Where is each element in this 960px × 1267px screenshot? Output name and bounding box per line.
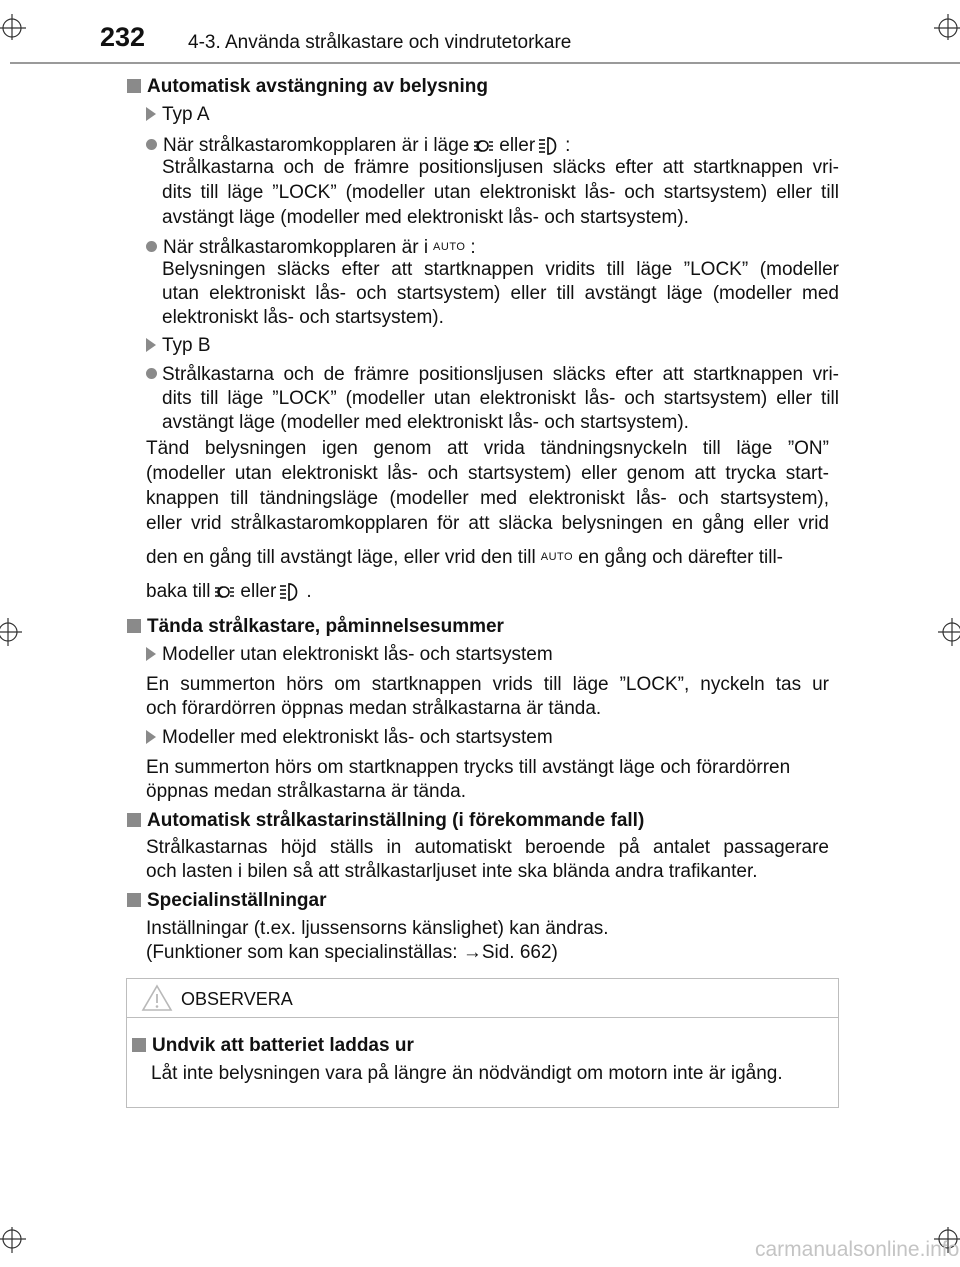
position-light-icon [214,583,236,601]
square-bullet-icon [127,893,141,907]
bullet-b-line: avstängt läge (modeller med elektroniskt lås- och startsystem). [162,412,689,433]
heading-reminder-buzzer: Tända strålkastare, påminnelsesummer [127,614,504,639]
notice-title: OBSERVERA [181,989,293,1009]
paragraph-line: Tänd belysningen igen genom att vrida tändningsnyckeln till läge ”ON” [146,438,829,459]
subheading-type-a: Typ A [146,102,210,127]
triangle-bullet-icon [146,338,156,352]
paragraph-line: öppnas medan strålkastarna är tända. [146,781,467,802]
subheading-with-smart-key: Modeller med elektroniskt lås- och startsystem [146,725,553,750]
square-bullet-icon [132,1038,146,1052]
page-number: 232 [100,22,146,52]
notice-text: Låt inte belysningen vara på längre än nödvändigt om motorn inte är igång. [151,1063,783,1084]
bullet-a2-line: Belysningen släcks efter att startknappen vridits till läge ”LOCK” (modeller [162,259,839,280]
watermark: carmanualsonline.info [755,1238,960,1261]
round-bullet-icon [146,241,157,252]
arrow-right-icon: → [462,942,482,963]
notice-box [126,978,839,1108]
paragraph-line: En summerton hörs om startknappen vrids till läge ”LOCK”, nyckeln tas ur [146,674,829,695]
page-header [0,0,960,70]
headlight-icon [280,582,302,602]
auto-symbol: AUTO [540,551,574,563]
paragraph-line: och förardörren öppnas medan strålkastarna är tända. [146,698,602,719]
bullet-a1-header: När strålkastaromkopplaren är i läge eller : [146,133,841,158]
heading-auto-leveling: Automatisk strålkastarinställning (i förekommande fall) [127,808,644,833]
heading-customization: Specialinställningar [127,888,327,913]
notice-heading: Undvik att batteriet laddas ur [132,1035,414,1057]
triangle-bullet-icon [146,107,156,121]
bullet-a2-line: utan elektroniskt lås- och startsystem) eller till avstängt läge (modeller med [162,283,839,304]
paragraph-line: Strålkastarnas höjd ställs in automatiskt beroende på antalet passagerare [146,837,829,858]
paragraph-line-symbols: baka till eller . [146,581,312,602]
auto-symbol: AUTO [433,241,466,253]
position-light-icon [473,137,495,155]
bullet-b-line: Strålkastarna och de främre positionsljusen släcks efter att startknappen vri- [162,364,839,385]
registration-mark-bottom-left [0,1227,40,1267]
paragraph-line-auto: den en gång till avstängt läge, eller vrid den till AUTO en gång och därefter till- [146,547,784,568]
paragraph-line: eller vrid strålkastaromkopplaren för att släcka belysningen en gång eller vrid [146,513,829,534]
paragraph-line: och lasten i bilen så att strålkastarljuset inte ska blända andra trafikanter. [146,861,758,882]
paragraph-line: Inställningar (t.ex. ljussensorns känslighet) kan ändras. [146,918,609,939]
header-divider [10,62,960,64]
bullet-b-first [146,362,163,387]
triangle-bullet-icon [146,730,156,744]
notice-header [127,979,838,1018]
page-reference-link[interactable]: Sid. 662) [481,942,558,963]
section-title: 4-3. Använda strålkastare och vindrutetorkare [188,32,572,53]
square-bullet-icon [127,619,141,633]
square-bullet-icon [127,813,141,827]
bullet-b-line: dits till läge ”LOCK” (modeller utan elektroniskt lås- och startsystem) eller till [162,388,839,409]
round-bullet-icon [146,139,157,150]
round-bullet-icon [146,368,157,379]
subheading-type-b: Typ B [146,333,211,358]
paragraph-line: knappen till tändningsläge (modeller med elektroniskt lås- och startsystem), [146,488,829,509]
paragraph-line-reference: (Funktioner som kan specialinställas: →Sid. 662) [146,942,558,963]
bullet-a2-header: När strålkastaromkopplaren är i AUTO : [146,235,841,260]
subheading-without-smart-key: Modeller utan elektroniskt lås- och startsystem [146,642,553,667]
bullet-a1-line: avstängt läge (modeller med elektroniskt lås- och startsystem). [162,207,689,228]
heading-automatic-shutoff: Automatisk avstängning av belysning [127,74,488,99]
square-bullet-icon [127,79,141,93]
bullet-a2-line: elektroniskt lås- och startsystem). [162,307,444,328]
registration-mark-mid-right [920,612,960,652]
paragraph-line: En summerton hörs om startknappen trycks till avstängt läge och förardörren [146,757,791,778]
warning-triangle-icon [141,983,173,1013]
paragraph-line: (modeller utan elektroniskt lås- och startsystem) eller genom att trycka start- [146,463,829,484]
triangle-bullet-icon [146,647,156,661]
bullet-a1-line: dits till läge ”LOCK” (modeller utan elektroniskt lås- och startsystem) eller till [162,182,839,203]
bullet-a1-line: Strålkastarna och de främre positionsljusen släcks efter att startknappen vri- [162,157,839,178]
headlight-icon [539,136,561,156]
registration-mark-mid-left [0,612,40,652]
